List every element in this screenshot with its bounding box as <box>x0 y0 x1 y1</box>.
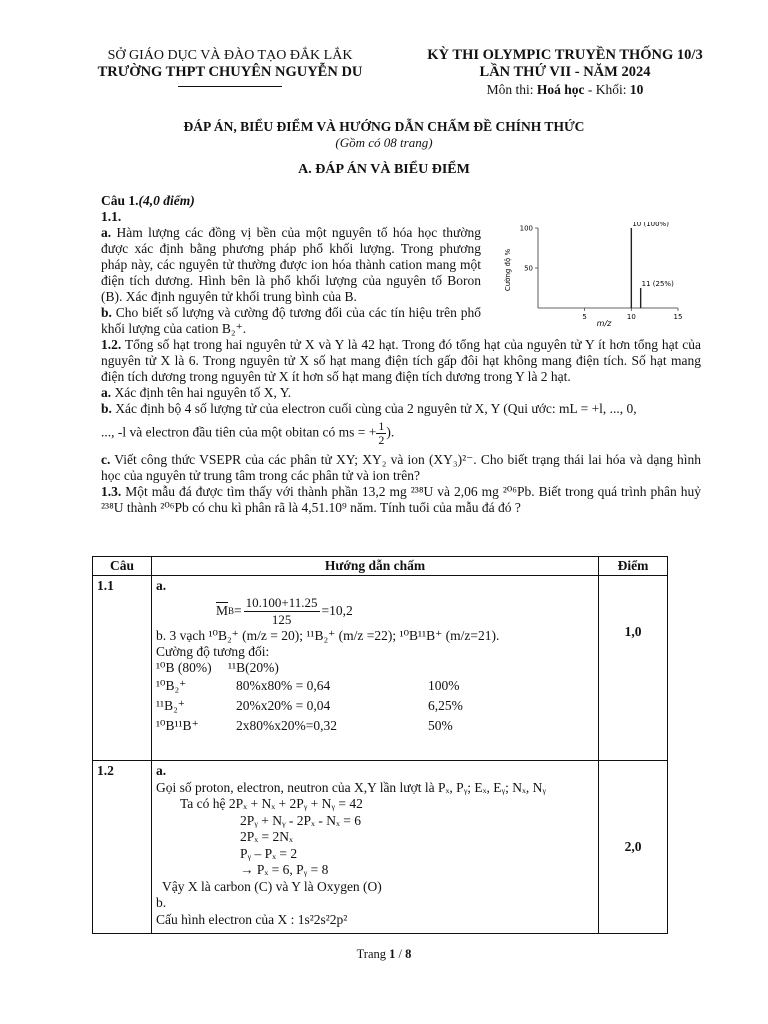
x-axis-label: m/z <box>596 319 612 328</box>
q12-text: 1.2. Tổng số hạt trong hai nguyên tử X và Y là 42 hạt. Trong đó tổng hạt của nguyên tử Y ít hơn tổng hạt của nguyên tử X là 6. Trong nguyên tử X số hạt mang điện tích gấp đôi hạt không mang điện tích. Số hạt mang điện tích dương trong nguyên tử X ít hơn số hạt mang điện tích dương trong Y là 2 hạt. <box>101 337 701 384</box>
y-tick-label: 50 <box>524 264 533 273</box>
peak-label: 10 (100%) <box>632 222 669 228</box>
row-id-1-1: 1.1 <box>93 576 152 761</box>
exam-subject: Hoá học <box>536 82 585 97</box>
exam-edition: LẦN THỨ VII - NĂM 2024 <box>479 64 651 80</box>
document-title: ĐÁP ÁN, BIỂU ĐIỂM VÀ HƯỚNG DẪN CHẤM ĐỀ CHÍNH THỨC <box>183 119 585 134</box>
table-row <box>93 576 668 761</box>
q11-part-b: b. Cho biết số lượng và cường độ tương đối của các tín hiệu trên phổ khối lượng của cation B₂⁺. <box>101 305 481 336</box>
subquestion-1-1-label: 1.1. <box>101 209 122 224</box>
q13-text: 1.3. Một mẫu đá được tìm thấy với thành phần 13,2 mg ²³⁸U và 2,06 mg ²⁰⁶Pb. Biết trong quá trình phân huỷ ²³⁸U thành ²⁰⁶Pb có chu kì phân rã là 4,51.10⁹ năm. Tính tuổi của mẫu đá đó ? <box>101 484 701 515</box>
page-number: 1 <box>389 947 396 961</box>
y-tick-label: 100 <box>519 224 533 233</box>
row-score-1-2: 2,0 <box>599 761 668 934</box>
q12-part-c: c. Viết công thức VSEPR của các phân tử XY; XY₂ và ion (XY₃)²⁻. Cho biết trạng thái lai hóa và dạng hình học của nguyên tử trung tâm trong các phân tử và ion trên? <box>101 452 701 483</box>
question-1-heading: Câu 1.(4,0 điểm) <box>101 193 195 208</box>
q11-part-a: a. Hàm lượng các đồng vị bền của một nguyên tố hóa học thường được xác định bằng phương pháp phổ khối lượng. Trong phương pháp này, các nguyên tử thường được ion hóa thành cation mang một điện tích dương. Hình bên là phổ khối lượng của nguyên tố Boron (B). Xác định nguyên tử khối trung bình của B. <box>101 225 481 304</box>
row-guide-1-2: a. Gọi số proton, electron, neutron của X,Y lần lượt là Pₓ, Pᵧ; Eₓ, Eᵧ; Nₓ, Nᵧ Ta có hệ 2Pₓ + Nₓ + 2Pᵧ + Nᵧ = 42 2Pᵧ + Nᵧ - 2Pₓ - Nₓ = 6 2Pₓ = 2Nₓ Pᵧ – Pₓ = 2 → Pₓ = 6, Pᵧ = 8 Vậy X là carbon (C) và Y là Oxygen (O) b. Cấu hình electron của X : 1s²2s²2p² <box>152 761 599 934</box>
section-a-heading: A. ĐÁP ÁN VÀ BIỂU ĐIỂM <box>298 162 470 177</box>
document-subtitle: (Gồm có 08 trang) <box>335 135 433 150</box>
peak-label: 11 (25%) <box>641 280 674 288</box>
page-footer: Trang 1 / 8 <box>356 947 412 961</box>
header-left <box>60 47 400 81</box>
half-fraction: $\frac{1}{2}$ <box>378 419 385 447</box>
table-row: ¹⁰B₂⁺ 80%x80% = 0,64 100% <box>156 678 460 693</box>
boron-mass-spectrum-chart <box>498 222 682 330</box>
row-guide-1-1: a. $\overline{M}$ B = $\frac{10.100+11.25}{125}$ =10,2 b. 3 vạch ¹⁰B₂⁺ (m/z = 20); ¹¹B₂⁺ (m/z =22); ¹⁰B¹¹B⁺ (m/z=21). Cường độ tương đối: ¹⁰B (80%) ¹¹B(20%) ¹⁰B₂⁺ 80%x80% = 0,64 100% ¹¹B₂⁺ 20%x20% = 0,04 6,25% ¹⁰B¹¹B⁺ 2x80%x20%=0,32 50% <box>152 576 599 761</box>
page-total: 8 <box>405 947 412 961</box>
table-row: ¹¹B₂⁺ 20%x20% = 0,04 6,25% <box>156 698 463 713</box>
q12-part-a: a. Xác định tên hai nguyên tố X, Y. <box>101 385 292 400</box>
exam-name: KỲ THI OLYMPIC TRUYỀN THỐNG 10/3 <box>427 47 703 63</box>
table-row: ¹⁰B¹¹B⁺ 2x80%x20%=0,32 50% <box>156 718 453 733</box>
school-name: TRƯỜNG THPT CHUYÊN NGUYỄN DU <box>97 64 363 80</box>
table-row <box>93 761 668 934</box>
exam-subject-line: Môn thi: Hoá học - Khối: 10 <box>486 82 644 97</box>
q12-part-b: b. Xác định bộ 4 số lượng tử của electron cuối cùng của 2 nguyên tử X, Y (Qui ước: mL = +l, ..., 0, <box>101 401 637 416</box>
q12-part-b-cont: ..., -l và electron đầu tiên của một obitan có ms = + $\frac{1}{2}$ ). <box>101 419 395 447</box>
col-header-question: Câu <box>93 557 152 576</box>
average-mass-formula: $\overline{M}$ B = $\frac{10.100+11.25}{125}$ =10,2 <box>216 594 353 627</box>
department-name: SỞ GIÁO DỤC VÀ ĐÀO TẠO ĐẮK LẮK <box>107 48 353 63</box>
x-tick-label: 15 <box>673 313 682 321</box>
exam-grade: 10 <box>629 82 644 97</box>
b-lines-text: b. 3 vạch ¹⁰B₂⁺ (m/z = 20); ¹¹B₂⁺ (m/z =22); ¹⁰B¹¹B⁺ (m/z=21). <box>156 628 500 643</box>
header-underline <box>178 86 282 87</box>
col-header-guide: Hướng dẫn chấm <box>152 557 599 576</box>
table-header-row <box>93 557 668 576</box>
col-header-score: Điểm <box>599 557 668 576</box>
x-tick-label: 10 <box>626 313 636 321</box>
row-id-1-2: 1.2 <box>93 761 152 934</box>
x-tick-label: 5 <box>582 313 587 321</box>
row-score-1-1: 1,0 <box>599 576 668 761</box>
y-axis-label: Cường độ % <box>504 248 512 292</box>
grading-table <box>92 556 668 934</box>
header-right <box>400 47 730 98</box>
